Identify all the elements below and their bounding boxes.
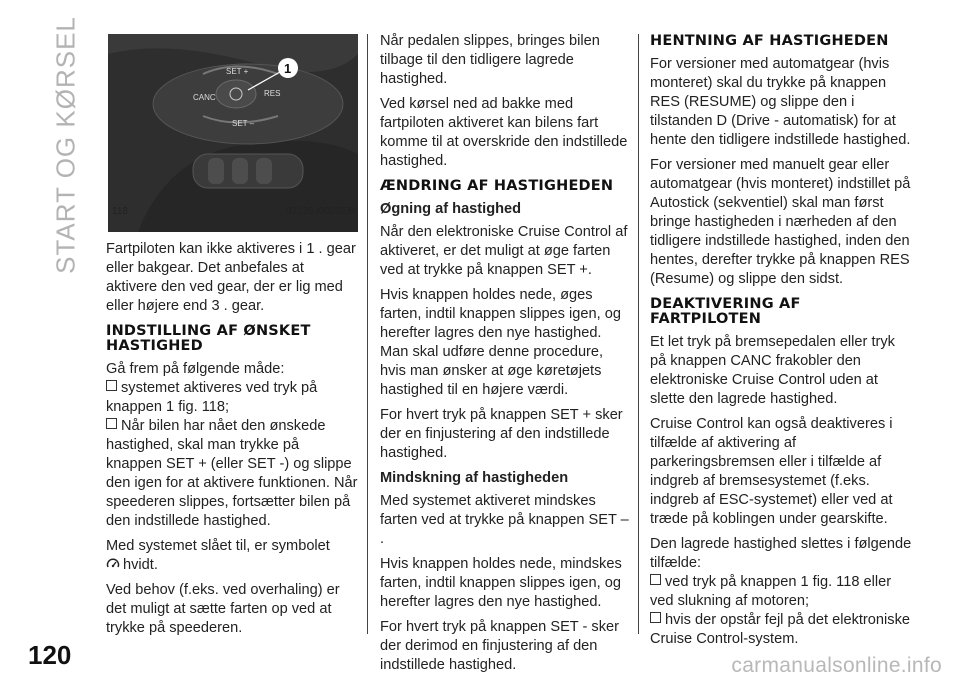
figure-caption: [108, 204, 358, 220]
bullet-icon: [106, 418, 117, 429]
bullet-icon: [106, 380, 117, 391]
steering-wheel-illustration: [108, 34, 358, 232]
figure-number: 118: [112, 206, 128, 217]
paragraph: Hvis knappen holdes nede, mindskes farten, indtil knappen slippes igen, og herefter lagres den nye hastighed.: [380, 556, 622, 610]
cruise-control-icon: [106, 557, 120, 571]
subheading: Mindskning af hastigheden: [380, 470, 569, 486]
column-2: [380, 32, 630, 681]
watermark: carmanualsonline.info: [731, 654, 942, 677]
column-1: [106, 240, 358, 644]
paragraph: Når pedalen slippes, bringes bilen tilbage til den tidligere lagrede hastighed.: [380, 33, 600, 87]
section-side-title: START OG KØRSEL: [50, 16, 81, 274]
bullet-icon: [650, 574, 661, 585]
page-number: 120: [28, 640, 72, 670]
section-heading: HENTNING AF HASTIGHEDEN: [650, 33, 889, 49]
label-canc: CANC: [193, 93, 216, 102]
label-set-minus: SET –: [232, 119, 255, 128]
paragraph: Den lagrede hastighed slettes i følgende tilfælde:: [650, 536, 912, 571]
subheading: Øgning af hastighed: [380, 201, 522, 217]
paragraph: Cruise Control kan også deaktiveres i tilfælde af aktivering af parkeringsbremsen eller i tilfælde af indgreb af bremsesystemet (f.eks. indgreb af ESC-systemet) eller ved at træde på koblingen under gearskifte.: [650, 416, 893, 527]
paragraph: Når den elektroniske Cruise Control af aktiveret, er det muligt at øge farten ved at trykke på knappen SET +.: [380, 224, 628, 278]
paragraph: Fartpiloten kan ikke aktiveres i 1 . gear eller bakgear. Det anbefales at aktivere den ved gear, der er lig med eller højere end 3 . gear.: [106, 241, 356, 314]
label-set-plus: SET +: [226, 67, 249, 76]
bullet-item: systemet aktiveres ved tryk på knappen 1 fig. 118;: [106, 380, 318, 415]
paragraph: For versioner med automatgear (hvis monteret) skal du trykke på knappen RES (RESUME) og slippe den i tilstanden D (Drive - automatisk) for at hente den tidligere indstillede hastighed.: [650, 56, 911, 148]
paragraph: Med systemet aktiveret mindskes farten ved at trykke på knappen SET – .: [380, 493, 629, 547]
paragraph: For versioner med manuelt gear eller automatgear (hvis monteret) indstillet på Autostick (sekventiel) skal man først bringe hastigheden i nærheden af den tidligere indstillede hastighed, inden den hentes, derefter trykke på knappen RES (Resume) og slippe den sidst.: [650, 157, 911, 287]
paragraph: For hvert tryk på knappen SET + sker der en finjustering af den indstillede hastighed.: [380, 407, 623, 461]
bullet-item: Når bilen har nået den ønskede hastighed, skal man trykke på knappen SET + (eller SET -) og slippe den igen for at aktivere funktionen. Når speederen slippes, fortsætter bilen på den indstillede hastighed.: [106, 418, 358, 529]
section-heading: DEAKTIVERING AF FARTPILOTEN: [650, 296, 801, 327]
callout-number: 1: [284, 61, 292, 76]
label-res: RES: [264, 89, 281, 98]
bullet-item: hvis der opstår fejl på det elektroniske Cruise Control-system.: [650, 612, 910, 647]
paragraph: Et let tryk på bremsepedalen eller tryk på knappen CANC frakobler den elektroniske Cruise Control uden at slette den lagrede hastighed.: [650, 334, 895, 407]
section-heading: INDSTILLING AF ØNSKET HASTIGHED: [106, 323, 311, 354]
column-divider: [638, 34, 639, 634]
paragraph: Ved kørsel ned ad bakke med fartpiloten aktiveret kan bilens fart komme til at overskride den indstillede hastighed.: [380, 96, 628, 169]
paragraph: Ved behov (f.eks. ved overhaling) er det muligt at sætte farten op ved at trykke på speederen.: [106, 582, 340, 636]
bullet-icon: [650, 612, 661, 623]
section-heading: ÆNDRING AF HASTIGHEDEN: [380, 178, 614, 194]
bullet-item: ved tryk på knappen 1 fig. 118 eller ved slukning af motoren;: [650, 574, 892, 609]
figure-code: 07126J0002EM: [285, 206, 356, 217]
steering-wheel-controls-figure: [108, 34, 358, 232]
column-divider: [367, 34, 368, 634]
paragraph: Med systemet slået til, er symbolet hvidt.: [106, 538, 330, 573]
column-3: [650, 32, 912, 655]
paragraph: For hvert tryk på knappen SET - sker der derimod en finjustering af den indstillede hastighed.: [380, 619, 620, 673]
paragraph: Hvis knappen holdes nede, øges farten, indtil knappen slippes igen, og herefter lagres den nye hastighed. Man skal udføre denne procedure, hvis man ønsker at øge køretøjets hastighed til en højere værdi.: [380, 287, 621, 398]
paragraph: Gå frem på følgende måde:: [106, 361, 285, 377]
